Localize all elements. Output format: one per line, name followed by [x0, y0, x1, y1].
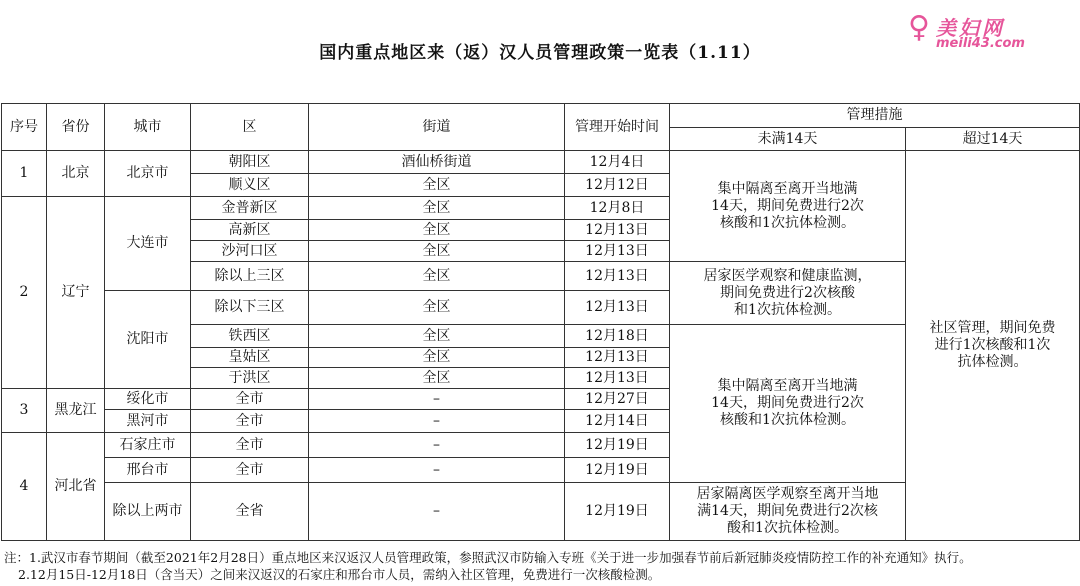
city-cell: 黑河市 [105, 410, 191, 433]
measure-line: 和1次抗体检测。 [734, 301, 841, 318]
street-cell: – [309, 483, 565, 541]
measure-line: 核酸和1次抗体检测。 [720, 214, 855, 231]
street-cell: 全区 [309, 174, 565, 197]
street-cell: – [309, 458, 565, 483]
province-cell: 河北省 [47, 433, 105, 541]
street-cell: 全区 [309, 262, 565, 291]
measure-line: 集中隔离至离开当地满 [717, 180, 858, 197]
policy-table [1, 103, 1080, 541]
seq-cell: 2 [2, 197, 47, 389]
street-cell: 全区 [309, 368, 565, 389]
footnotes [4, 549, 972, 583]
district-cell: 沙河口区 [191, 241, 309, 262]
start-date-cell: 12月8日 [565, 197, 670, 220]
header-seq: 序号 [2, 104, 47, 151]
measure-line: 进行1次核酸和1次 [934, 337, 1051, 353]
province-cell: 辽宁 [47, 197, 105, 389]
district-cell: 全省 [191, 483, 309, 541]
header-district: 区 [191, 104, 309, 151]
district-cell: 全市 [191, 458, 309, 483]
province-cell: 黑龙江 [47, 389, 105, 433]
measure-line: 居家医学观察和健康监测， [703, 267, 872, 284]
seq-cell: 4 [2, 433, 47, 541]
seq-cell: 3 [2, 389, 47, 433]
over-14-measure-cell [906, 151, 1080, 541]
district-cell: 全市 [191, 410, 309, 433]
city-cell: 大连市 [105, 197, 191, 291]
start-date-cell: 12月13日 [565, 241, 670, 262]
district-cell: 顺义区 [191, 174, 309, 197]
start-date-cell: 12月19日 [565, 458, 670, 483]
measure-line: 期间免费进行2次核酸 [720, 284, 855, 301]
district-cell: 于洪区 [191, 368, 309, 389]
measure-line: 社区管理，期间免费 [929, 320, 1056, 336]
logo-url: meili43.com [936, 36, 1025, 51]
header-city: 城市 [105, 104, 191, 151]
city-cell: 绥化市 [105, 389, 191, 410]
district-cell: 铁西区 [191, 325, 309, 348]
district-cell: 金普新区 [191, 197, 309, 220]
start-date-cell: 12月13日 [565, 291, 670, 325]
city-cell: 沈阳市 [105, 291, 191, 389]
street-cell: 酒仙桥街道 [309, 151, 565, 174]
district-cell: 全市 [191, 433, 309, 458]
district-cell: 除以上三区 [191, 262, 309, 291]
street-cell: – [309, 433, 565, 458]
start-date-cell: 12月13日 [565, 348, 670, 368]
measure-line: 满14天，期间免费进行2次核 [697, 503, 878, 519]
street-cell: 全区 [309, 291, 565, 325]
city-cell: 北京市 [105, 151, 191, 197]
district-cell: 全市 [191, 389, 309, 410]
start-date-cell: 12月4日 [565, 151, 670, 174]
footnote-line: 2.12月15日-12月18日（含当天）之间来汉返汉的石家庄和邢台市人员，需纳入社区管理，免费进行一次核酸检测。 [18, 567, 661, 582]
measure-cell [670, 151, 906, 262]
city-cell: 石家庄市 [105, 433, 191, 458]
measure-line: 14天，期间免费进行2次 [711, 395, 864, 411]
header-street: 街道 [309, 104, 565, 151]
start-date-cell: 12月19日 [565, 433, 670, 458]
header-under-14-days: 未满14天 [670, 128, 906, 151]
logo-name: 美妇网 [936, 16, 1005, 40]
measure-line: 集中隔离至离开当地满 [717, 378, 858, 394]
header-over-14-days: 超过14天 [906, 128, 1080, 151]
measure-line: 核酸和1次抗体检测。 [720, 412, 855, 428]
measure-cell [670, 262, 906, 325]
measure-line: 居家隔离医学观察至离开当地 [696, 486, 879, 502]
street-cell: 全区 [309, 241, 565, 262]
footnote-line: 注：1.武汉市春节期间（截至2021年2月28日）重点地区来汉返汉人员管理政策，参照武汉市防输入专班《关于进一步加强春节前后新冠肺炎疫情防控工作的补充通知》执行。 [4, 550, 972, 565]
measure-line: 14天，期间免费进行2次 [711, 197, 864, 214]
seq-cell: 1 [2, 151, 47, 197]
street-cell: 全区 [309, 197, 565, 220]
measure-cell [670, 325, 906, 483]
street-cell: – [309, 389, 565, 410]
start-date-cell: 12月12日 [565, 174, 670, 197]
district-cell: 朝阳区 [191, 151, 309, 174]
start-date-cell: 12月19日 [565, 483, 670, 541]
measure-line: 抗体检测。 [957, 354, 1028, 370]
district-cell: 皇姑区 [191, 348, 309, 368]
district-cell: 高新区 [191, 220, 309, 241]
street-cell: 全区 [309, 220, 565, 241]
city-cell: 除以上两市 [105, 483, 191, 541]
start-date-cell: 12月18日 [565, 325, 670, 348]
header-measures: 管理措施 [670, 104, 1080, 128]
woman-silhouette-icon: ♀ [908, 10, 930, 45]
start-date-cell: 12月14日 [565, 410, 670, 433]
measure-cell [670, 483, 906, 541]
header-province: 省份 [47, 104, 105, 151]
street-cell: 全区 [309, 348, 565, 368]
start-date-cell: 12月13日 [565, 368, 670, 389]
page-title: 国内重点地区来（返）汉人员管理政策一览表（1.11） [319, 43, 761, 63]
start-date-cell: 12月27日 [565, 389, 670, 410]
province-cell: 北京 [47, 151, 105, 197]
start-date-cell: 12月13日 [565, 220, 670, 241]
street-cell: – [309, 410, 565, 433]
site-logo [908, 6, 1068, 56]
district-cell: 除以下三区 [191, 291, 309, 325]
header-start-time: 管理开始时间 [565, 104, 670, 151]
street-cell: 全区 [309, 325, 565, 348]
city-cell: 邢台市 [105, 458, 191, 483]
measure-line: 酸和1次抗体检测。 [727, 520, 848, 536]
start-date-cell: 12月13日 [565, 262, 670, 291]
